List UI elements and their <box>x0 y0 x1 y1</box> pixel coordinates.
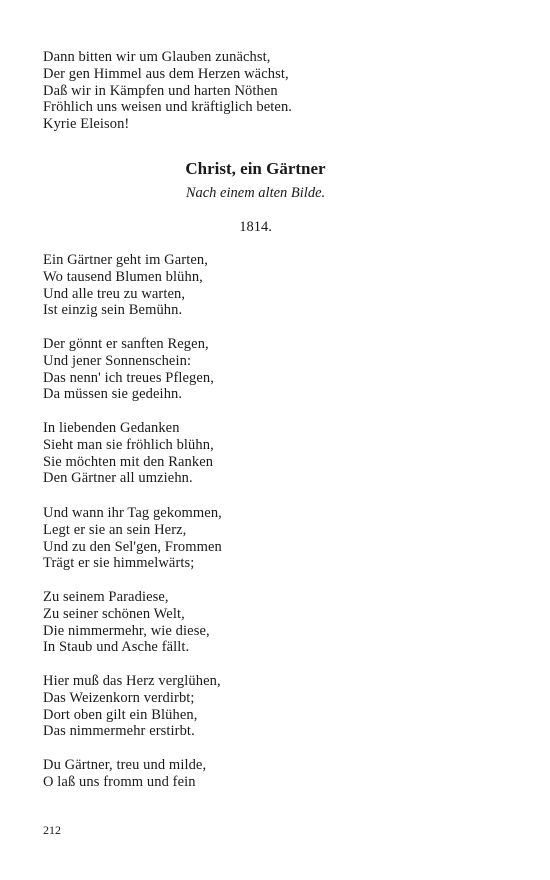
stanza-7 <box>43 757 473 791</box>
verse-line: In liebenden Gedanken <box>43 420 180 436</box>
verse-line: Sieht man sie fröhlich blühn, <box>43 436 214 453</box>
page-number: 212 <box>43 823 61 837</box>
verse-line: Trägt er sie himmelwärts; <box>43 555 195 572</box>
verse-line: Ist einzig sein Bemühn. <box>43 302 183 319</box>
previous-poem-stanza <box>43 49 473 133</box>
stanza-1 <box>43 252 473 319</box>
verse-line: Legt er sie an sein Herz, <box>43 521 187 538</box>
verse-line: In Staub und Asche fällt. <box>43 639 190 656</box>
verse-line: Dann bitten wir um Glauben zunächst, <box>43 49 271 65</box>
verse-line: Das nimmermehr erstirbt. <box>43 723 195 740</box>
stanza-2 <box>43 336 473 403</box>
verse-line: Die nimmermehr, wie diese, <box>43 622 210 639</box>
verse-line: Das Weizenkorn verdirbt; <box>43 689 195 706</box>
stanza-6 <box>43 673 473 740</box>
verse-line: Sie möchten mit den Ranken <box>43 453 214 470</box>
verse-line: Und wann ihr Tag gekommen, <box>43 505 222 521</box>
verse-line: Fröhlich uns weisen und kräftiglich beten. <box>43 99 293 116</box>
verse-line: Du Gärtner, treu und milde, <box>43 757 207 773</box>
verse-line: Zu seiner schönen Welt, <box>43 605 185 622</box>
verse-line: Ein Gärtner geht im Garten, <box>43 252 208 268</box>
stanza-4 <box>43 505 473 572</box>
verse-line: Und alle treu zu warten, <box>43 285 186 302</box>
verse-line: Daß wir in Kämpfen und harten Nöthen <box>43 82 278 99</box>
verse-line: O laß uns fromm und fein <box>43 773 196 790</box>
verse-line: Und zu den Sel'gen, Frommen <box>43 538 222 555</box>
verse-line: Zu seinem Paradiese, <box>43 589 169 605</box>
poem-subtitle: Nach einem alten Bilde. <box>185 185 326 201</box>
poem-year: 1814. <box>239 219 272 235</box>
verse-line: Kyrie Eleison! <box>43 116 130 133</box>
verse-line: Wo tausend Blumen blühn, <box>43 268 203 285</box>
poem-title: Christ, ein Gärtner <box>185 159 326 178</box>
stanza-3 <box>43 420 473 487</box>
verse-line: Der gen Himmel aus dem Herzen wächst, <box>43 65 289 82</box>
verse-line: Da müssen sie gedeihn. <box>43 386 183 403</box>
verse-line: Der gönnt er sanften Regen, <box>43 336 209 352</box>
verse-line: Hier muß das Herz verglühen, <box>43 673 221 689</box>
verse-line: Dort oben gilt ein Blühen, <box>43 706 198 723</box>
stanza-5 <box>43 589 473 656</box>
verse-line: Und jener Sonnenschein: <box>43 352 192 369</box>
verse-line: Den Gärtner all umziehn. <box>43 470 193 487</box>
verse-line: Das nenn' ich treues Pflegen, <box>43 369 215 386</box>
